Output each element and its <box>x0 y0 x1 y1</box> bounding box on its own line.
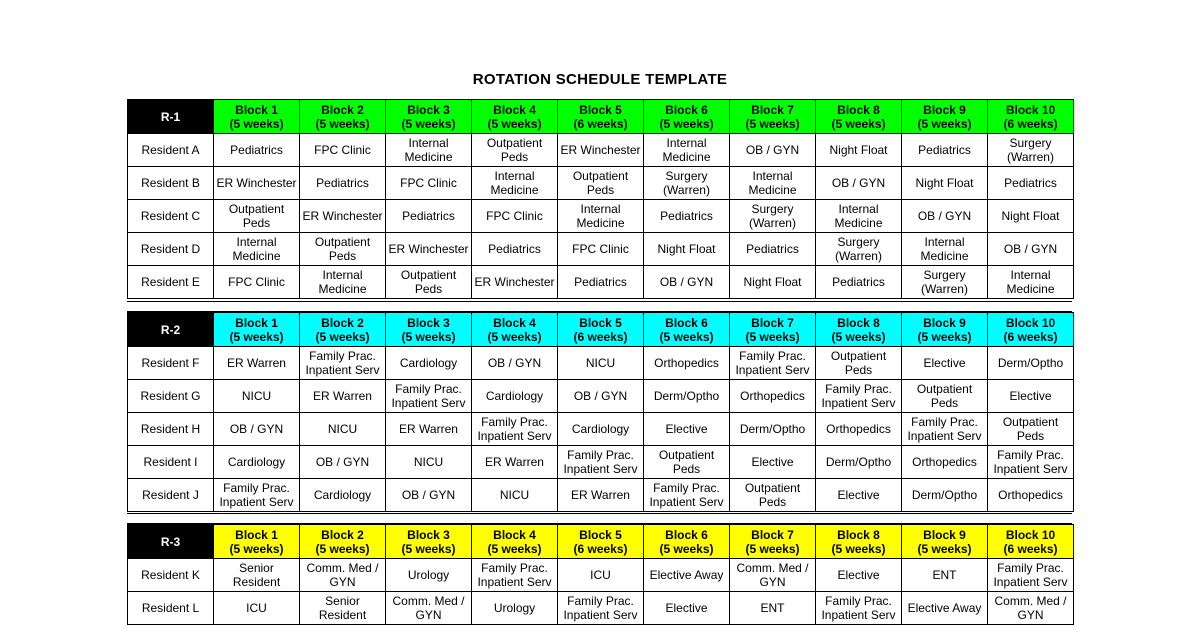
rotation-cell: Elective <box>730 446 816 479</box>
resident-name: Resident K <box>128 559 214 592</box>
rotation-cell: Pediatrics <box>644 200 730 233</box>
block-weeks: (5 weeks) <box>659 116 714 131</box>
rotation-cell: ER Warren <box>214 347 300 380</box>
rotation-cell: Elective <box>644 592 730 625</box>
block-name: Block 2 <box>321 102 364 117</box>
rotation-cell: Internal Medicine <box>472 167 558 200</box>
rotation-cell: Urology <box>386 559 472 592</box>
block-header <box>902 313 988 347</box>
table-row <box>128 233 1074 266</box>
rotation-cell: Family Prac. Inpatient Serv <box>214 479 300 512</box>
header-row <box>128 525 1074 559</box>
rotation-cell: Outpatient Peds <box>472 134 558 167</box>
resident-name: Resident F <box>128 347 214 380</box>
rotation-cell: ER Winchester <box>214 167 300 200</box>
rotation-cell: Internal Medicine <box>386 134 472 167</box>
rotation-cell: Elective <box>988 380 1074 413</box>
block-name: Block 5 <box>579 527 622 542</box>
block-name: Block 1 <box>235 527 278 542</box>
rotation-cell: OB / GYN <box>644 266 730 299</box>
rotation-cell: Urology <box>472 592 558 625</box>
rotation-cell: ENT <box>902 559 988 592</box>
block-name: Block 2 <box>321 315 364 330</box>
block-name: Block 5 <box>579 102 622 117</box>
rotation-cell: NICU <box>300 413 386 446</box>
rotation-cell: Derm/Optho <box>902 479 988 512</box>
rotation-cell: Surgery (Warren) <box>730 200 816 233</box>
rotation-cell: ICU <box>558 559 644 592</box>
block-header <box>816 525 902 559</box>
block-header <box>558 525 644 559</box>
block-weeks: (5 weeks) <box>745 541 800 556</box>
rotation-cell: Internal Medicine <box>214 233 300 266</box>
block-weeks: (5 weeks) <box>831 541 886 556</box>
rotation-cell: NICU <box>558 347 644 380</box>
resident-name: Resident H <box>128 413 214 446</box>
rotation-cell: Elective Away <box>902 592 988 625</box>
rotation-cell: Orthopedics <box>902 446 988 479</box>
block-weeks: (5 weeks) <box>745 116 800 131</box>
rotation-cell: Orthopedics <box>644 347 730 380</box>
rotation-cell: Elective <box>644 413 730 446</box>
rotation-cell: OB / GYN <box>472 347 558 380</box>
rotation-cell: ER Winchester <box>558 134 644 167</box>
block-weeks: (5 weeks) <box>831 116 886 131</box>
rotation-cell: OB / GYN <box>558 380 644 413</box>
block-weeks: (5 weeks) <box>917 116 972 131</box>
rotation-cell: Night Float <box>730 266 816 299</box>
rotation-cell: Family Prac. Inpatient Serv <box>902 413 988 446</box>
block-header <box>214 525 300 559</box>
block-name: Block 8 <box>837 102 880 117</box>
rotation-cell: Night Float <box>988 200 1074 233</box>
block-weeks: (5 weeks) <box>917 541 972 556</box>
rotation-cell: Family Prac. Inpatient Serv <box>988 446 1074 479</box>
rotation-cell: Outpatient Peds <box>300 233 386 266</box>
rotation-cell: FPC Clinic <box>300 134 386 167</box>
block-weeks: (5 weeks) <box>487 541 542 556</box>
block-header <box>644 313 730 347</box>
block-header <box>300 313 386 347</box>
block-name: Block 10 <box>1005 102 1056 117</box>
block-weeks: (5 weeks) <box>917 329 972 344</box>
rotation-cell: Outpatient Peds <box>902 380 988 413</box>
block-header <box>730 525 816 559</box>
rotation-cell: Night Float <box>644 233 730 266</box>
rotation-cell: Pediatrics <box>558 266 644 299</box>
table-row <box>128 446 1074 479</box>
rotation-cell: Internal Medicine <box>300 266 386 299</box>
block-name: Block 1 <box>235 315 278 330</box>
rotation-cell: Derm/Optho <box>730 413 816 446</box>
block-weeks: (5 weeks) <box>659 329 714 344</box>
table-row <box>128 592 1074 625</box>
resident-name: Resident I <box>128 446 214 479</box>
block-name: Block 4 <box>493 102 536 117</box>
rotation-cell: Outpatient Peds <box>644 446 730 479</box>
table-row <box>128 413 1074 446</box>
block-name: Block 5 <box>579 315 622 330</box>
schedule-table-r-2 <box>127 312 1074 512</box>
block-name: Block 7 <box>751 527 794 542</box>
resident-name: Resident L <box>128 592 214 625</box>
resident-name: Resident G <box>128 380 214 413</box>
block-header <box>644 100 730 134</box>
block-header <box>902 100 988 134</box>
block-header <box>730 313 816 347</box>
rotation-cell: Cardiology <box>472 380 558 413</box>
rotation-cell: Family Prac. Inpatient Serv <box>816 592 902 625</box>
block-weeks: (5 weeks) <box>401 329 456 344</box>
rotation-cell: Internal Medicine <box>558 200 644 233</box>
resident-name: Resident A <box>128 134 214 167</box>
rotation-cell: Internal Medicine <box>902 233 988 266</box>
rotation-cell: Outpatient Peds <box>214 200 300 233</box>
block-header <box>988 525 1074 559</box>
resident-name: Resident D <box>128 233 214 266</box>
block-name: Block 1 <box>235 102 278 117</box>
block-weeks: (6 weeks) <box>1003 116 1058 131</box>
rotation-cell: NICU <box>472 479 558 512</box>
block-header <box>214 100 300 134</box>
block-weeks: (5 weeks) <box>315 541 370 556</box>
rotation-cell: Elective <box>902 347 988 380</box>
rotation-cell: OB / GYN <box>300 446 386 479</box>
rotation-cell: FPC Clinic <box>558 233 644 266</box>
rotation-cell: Pediatrics <box>816 266 902 299</box>
block-header <box>472 525 558 559</box>
rotation-cell: Pediatrics <box>300 167 386 200</box>
rotation-cell: Senior Resident <box>300 592 386 625</box>
block-name: Block 3 <box>407 527 450 542</box>
rotation-cell: Cardiology <box>300 479 386 512</box>
table-row <box>128 380 1074 413</box>
rotation-cell: Pediatrics <box>730 233 816 266</box>
table-row <box>128 200 1074 233</box>
rotation-cell: Family Prac. Inpatient Serv <box>386 380 472 413</box>
block-weeks: (6 weeks) <box>1003 541 1058 556</box>
block-weeks: (5 weeks) <box>229 541 284 556</box>
block-name: Block 3 <box>407 102 450 117</box>
block-header <box>472 100 558 134</box>
rotation-cell: Surgery (Warren) <box>902 266 988 299</box>
rotation-cell: Night Float <box>816 134 902 167</box>
block-header <box>902 525 988 559</box>
rotation-cell: ENT <box>730 592 816 625</box>
block-weeks: (6 weeks) <box>573 116 628 131</box>
rotation-cell: Elective <box>816 559 902 592</box>
block-weeks: (5 weeks) <box>229 116 284 131</box>
rotation-cell: Comm. Med / GYN <box>386 592 472 625</box>
rotation-cell: Elective <box>816 479 902 512</box>
block-name: Block 4 <box>493 527 536 542</box>
rotation-cell: FPC Clinic <box>214 266 300 299</box>
resident-name: Resident J <box>128 479 214 512</box>
rotation-cell: Orthopedics <box>816 413 902 446</box>
rotation-cell: Outpatient Peds <box>816 347 902 380</box>
section-divider <box>127 513 1072 524</box>
block-header <box>214 313 300 347</box>
rotation-cell: Derm/Optho <box>816 446 902 479</box>
residency-level: R-3 <box>128 525 214 559</box>
rotation-cell: ICU <box>214 592 300 625</box>
rotation-cell: Cardiology <box>386 347 472 380</box>
block-name: Block 2 <box>321 527 364 542</box>
header-row <box>128 313 1074 347</box>
rotation-cell: OB / GYN <box>730 134 816 167</box>
block-weeks: (5 weeks) <box>487 329 542 344</box>
block-name: Block 8 <box>837 527 880 542</box>
block-header <box>386 100 472 134</box>
rotation-cell: Outpatient Peds <box>730 479 816 512</box>
rotation-cell: ER Warren <box>300 380 386 413</box>
rotation-cell: Derm/Optho <box>644 380 730 413</box>
rotation-cell: Cardiology <box>214 446 300 479</box>
rotation-cell: Family Prac. Inpatient Serv <box>988 559 1074 592</box>
block-weeks: (6 weeks) <box>573 329 628 344</box>
table-row <box>128 134 1074 167</box>
resident-name: Resident B <box>128 167 214 200</box>
block-weeks: (5 weeks) <box>229 329 284 344</box>
rotation-cell: Internal Medicine <box>730 167 816 200</box>
block-header <box>300 525 386 559</box>
rotation-cell: Surgery (Warren) <box>644 167 730 200</box>
block-header <box>988 313 1074 347</box>
rotation-cell: Outpatient Peds <box>558 167 644 200</box>
rotation-cell: ER Warren <box>386 413 472 446</box>
block-header <box>816 313 902 347</box>
rotation-cell: Comm. Med / GYN <box>300 559 386 592</box>
header-row <box>128 100 1074 134</box>
rotation-cell: FPC Clinic <box>386 167 472 200</box>
rotation-cell: Internal Medicine <box>988 266 1074 299</box>
block-header <box>300 100 386 134</box>
block-name: Block 4 <box>493 315 536 330</box>
rotation-cell: Pediatrics <box>988 167 1074 200</box>
block-header <box>558 100 644 134</box>
resident-name: Resident E <box>128 266 214 299</box>
rotation-cell: Outpatient Peds <box>988 413 1074 446</box>
block-weeks: (5 weeks) <box>315 116 370 131</box>
rotation-cell: OB / GYN <box>214 413 300 446</box>
rotation-cell: Internal Medicine <box>644 134 730 167</box>
block-name: Block 7 <box>751 315 794 330</box>
rotation-cell: Family Prac. Inpatient Serv <box>816 380 902 413</box>
resident-name: Resident C <box>128 200 214 233</box>
rotation-cell: NICU <box>214 380 300 413</box>
block-name: Block 3 <box>407 315 450 330</box>
rotation-cell: Family Prac. Inpatient Serv <box>730 347 816 380</box>
block-weeks: (6 weeks) <box>1003 329 1058 344</box>
rotation-cell: Outpatient Peds <box>386 266 472 299</box>
rotation-cell: Pediatrics <box>386 200 472 233</box>
rotation-cell: OB / GYN <box>988 233 1074 266</box>
block-header <box>730 100 816 134</box>
rotation-cell: Pediatrics <box>472 233 558 266</box>
rotation-cell: Family Prac. Inpatient Serv <box>644 479 730 512</box>
rotation-cell: Surgery (Warren) <box>988 134 1074 167</box>
rotation-cell: Internal Medicine <box>816 200 902 233</box>
rotation-cell: ER Winchester <box>300 200 386 233</box>
rotation-cell: Derm/Optho <box>988 347 1074 380</box>
block-name: Block 9 <box>923 315 966 330</box>
rotation-cell: Surgery (Warren) <box>816 233 902 266</box>
rotation-cell: Family Prac. Inpatient Serv <box>472 559 558 592</box>
block-header <box>558 313 644 347</box>
block-weeks: (6 weeks) <box>573 541 628 556</box>
block-weeks: (5 weeks) <box>401 541 456 556</box>
block-weeks: (5 weeks) <box>659 541 714 556</box>
block-header <box>988 100 1074 134</box>
rotation-cell: ER Warren <box>472 446 558 479</box>
rotation-cell: OB / GYN <box>902 200 988 233</box>
block-weeks: (5 weeks) <box>315 329 370 344</box>
block-header <box>472 313 558 347</box>
rotation-cell: Elective Away <box>644 559 730 592</box>
block-weeks: (5 weeks) <box>487 116 542 131</box>
rotation-cell: Family Prac. Inpatient Serv <box>558 592 644 625</box>
table-row <box>128 347 1074 380</box>
rotation-cell: Pediatrics <box>214 134 300 167</box>
block-header <box>816 100 902 134</box>
rotation-cell: Comm. Med / GYN <box>730 559 816 592</box>
block-weeks: (5 weeks) <box>401 116 456 131</box>
schedule-table-r-3 <box>127 524 1074 625</box>
section-divider <box>127 301 1072 312</box>
table-row <box>128 266 1074 299</box>
block-header <box>386 525 472 559</box>
block-header <box>386 313 472 347</box>
block-name: Block 10 <box>1005 315 1056 330</box>
rotation-cell: Night Float <box>902 167 988 200</box>
rotation-cell: Family Prac. Inpatient Serv <box>472 413 558 446</box>
block-name: Block 7 <box>751 102 794 117</box>
rotation-cell: Senior Resident <box>214 559 300 592</box>
residency-level: R-1 <box>128 100 214 134</box>
block-name: Block 9 <box>923 102 966 117</box>
block-weeks: (5 weeks) <box>745 329 800 344</box>
table-row <box>128 167 1074 200</box>
block-name: Block 8 <box>837 315 880 330</box>
rotation-cell: ER Warren <box>558 479 644 512</box>
rotation-cell: FPC Clinic <box>472 200 558 233</box>
page-title: ROTATION SCHEDULE TEMPLATE <box>472 71 728 88</box>
table-row <box>128 559 1074 592</box>
rotation-cell: Orthopedics <box>988 479 1074 512</box>
block-header <box>644 525 730 559</box>
rotation-cell: NICU <box>386 446 472 479</box>
rotation-cell: Comm. Med / GYN <box>988 592 1074 625</box>
block-name: Block 6 <box>665 527 708 542</box>
rotation-cell: Orthopedics <box>730 380 816 413</box>
rotation-cell: OB / GYN <box>816 167 902 200</box>
block-weeks: (5 weeks) <box>831 329 886 344</box>
block-name: Block 9 <box>923 527 966 542</box>
rotation-cell: Family Prac. Inpatient Serv <box>300 347 386 380</box>
block-name: Block 6 <box>665 102 708 117</box>
rotation-cell: Cardiology <box>558 413 644 446</box>
schedule-table-r-1 <box>127 99 1074 299</box>
rotation-cell: ER Winchester <box>386 233 472 266</box>
rotation-cell: ER Winchester <box>472 266 558 299</box>
rotation-cell: Family Prac. Inpatient Serv <box>558 446 644 479</box>
rotation-cell: Pediatrics <box>902 134 988 167</box>
table-row <box>128 479 1074 512</box>
block-name: Block 10 <box>1005 527 1056 542</box>
block-name: Block 6 <box>665 315 708 330</box>
rotation-cell: OB / GYN <box>386 479 472 512</box>
residency-level: R-2 <box>128 313 214 347</box>
